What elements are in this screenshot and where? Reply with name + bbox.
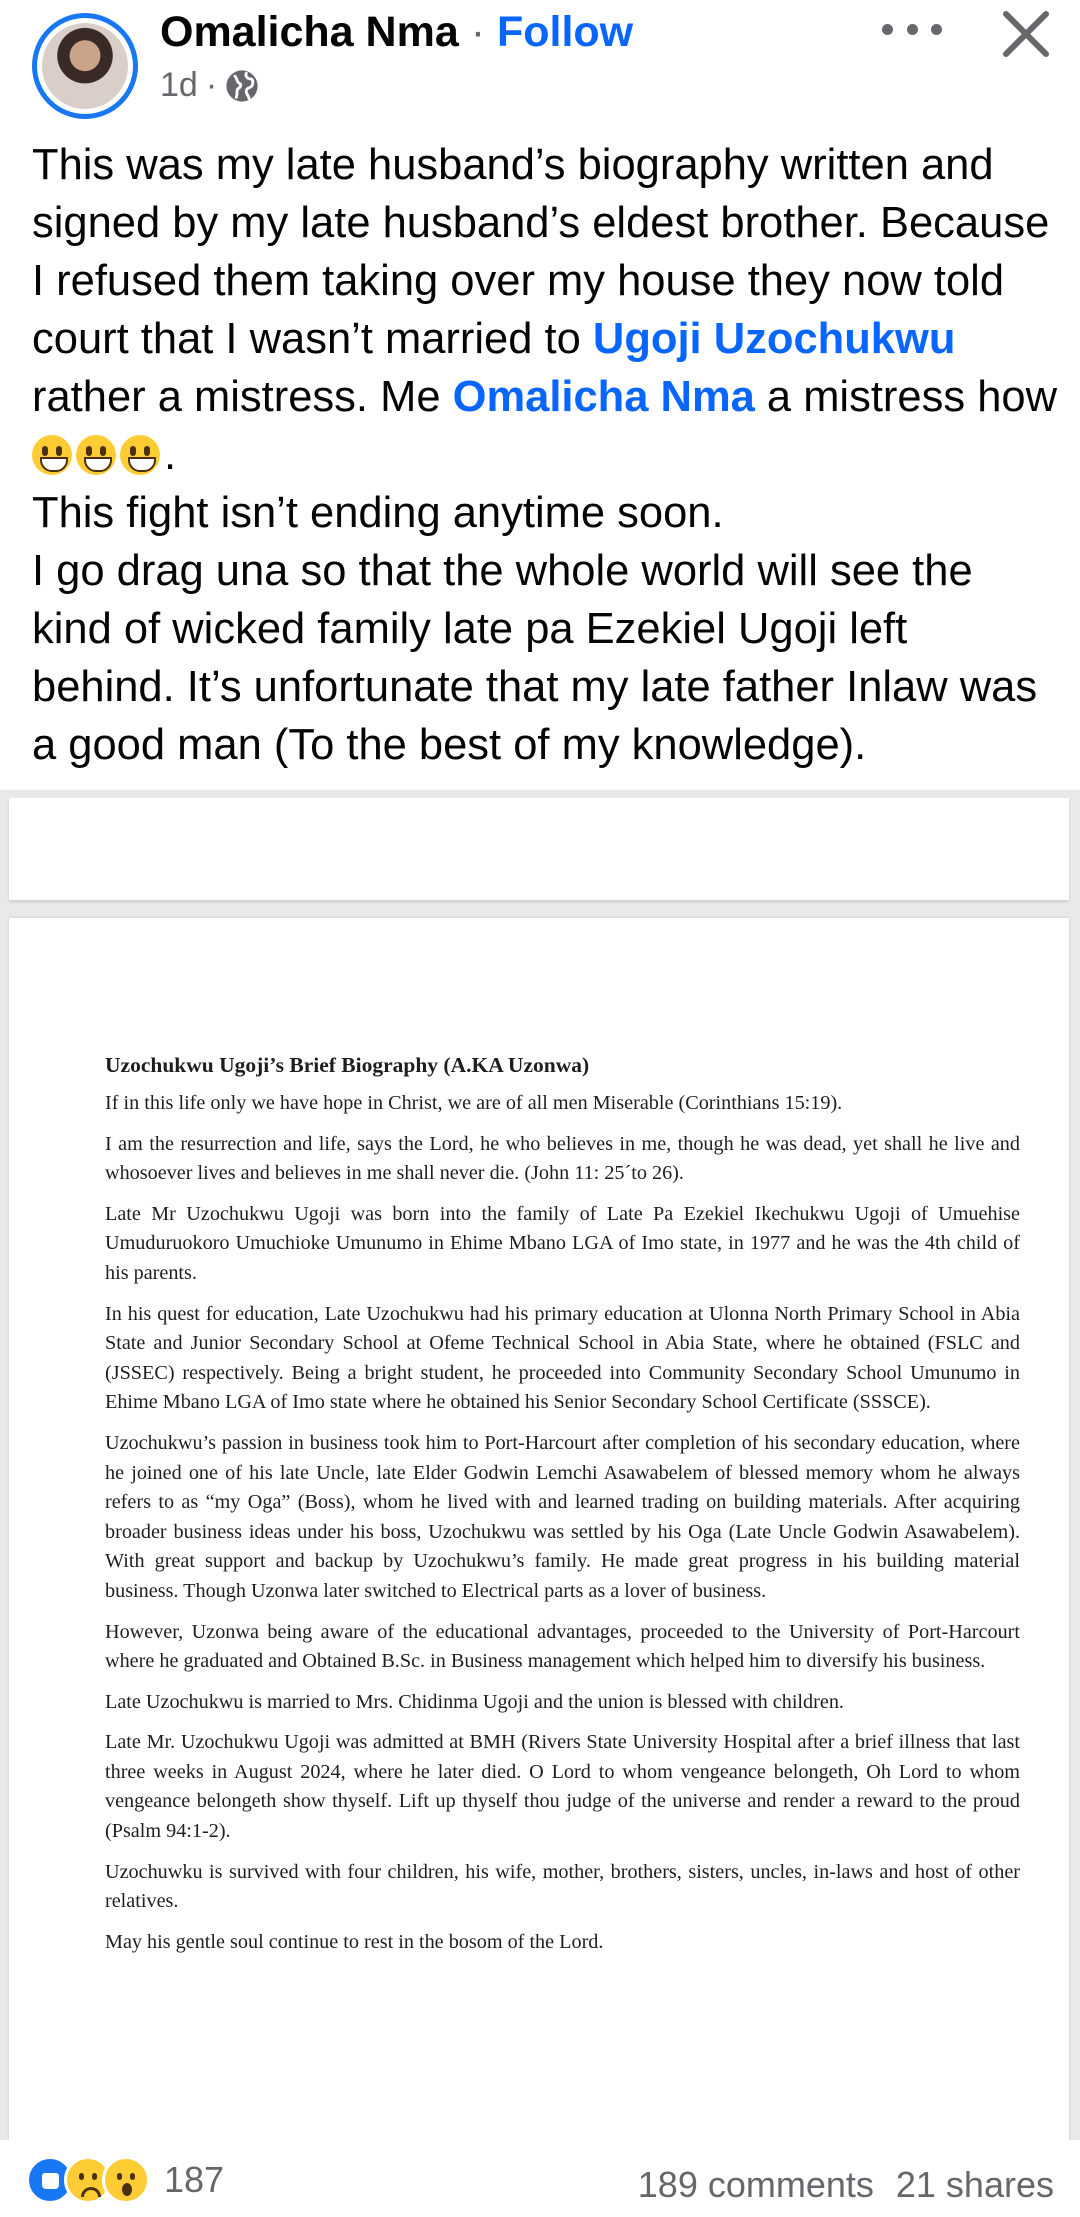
document-content [105,1050,1020,1968]
reactions-summary[interactable] [26,2156,224,2204]
post-text-part: rather a mistress. Me [32,373,453,421]
post-text-part: a mistress how [754,373,1057,421]
grinning-emoji-icon [76,435,116,475]
wow-icon [102,2156,150,2204]
author-row [160,6,633,58]
post-text-part: This was my late husband’s biography written and signed by my late husband’s eldest brother. Because I refused them taking over my house they now told court that I wasn’t married to [32,141,1050,363]
follow-button[interactable]: Follow [496,8,634,56]
reaction-count: 187 [164,2159,225,2200]
document-paragraph: May his gentle soul continue to rest in the bosom of the Lord. [105,1930,604,1953]
document-paragraph: Uzochukwu’s passion in business took him to Port-Harcourt after completion of his secondary education, where he joined one of his late Uncle, late Elder Godwin Lemchi Asawabelem of blessed memory whom he always refers to as “my Oga” (Boss), whom he lived with and learned trading on building materials. After acquiring broader business ideas under his boss, Uzochukwu was settled by his Oga (Late Uncle Godwin Asawabelem). With great support and backup by Uzochukwu’s family. He made great progress in his building material business. Though Uzonwa later switched to Electrical parts as a lover of business. [105,1431,1020,1602]
document-paragraph: Uzochuwku is survived with four children, his wife, mother, brothers, sisters, uncles, in-laws and host of other relatives. [105,1860,1020,1913]
document-paragraph: I am the resurrection and life, says the Lord, he who believes in me, though he was dead, yet shall he live and whosoever lives and believes in me shall never die. (John 11: 25´to 26). [105,1132,1020,1185]
document-paragraph: Late Mr. Uzochukwu Ugoji was admitted at BMH (Rivers State University Hospital after a brief illness that last three weeks in August 2024, where he later died. O Lord to whom vengeance belongeth, Oh Lord to whom vengeance belongeth show thyself. Lift up thyself thou judge of the universe and render a reward to the proud (Psalm 94:1-2). [105,1731,1020,1843]
author-name[interactable]: Omalicha Nma [160,8,459,56]
close-icon[interactable] [998,6,1054,62]
avatar[interactable] [32,13,138,119]
avatar-photo [42,23,128,109]
post-paragraph-1 [32,136,1062,484]
document-paragraph: However, Uzonwa being aware of the educational advantages, proceeded to the University of Port-Harcourt where he graduated and Obtained B.Sc. in Business management which helped him to diversify his business. [105,1620,1020,1673]
post-image[interactable] [0,790,1080,2140]
grinning-emoji-icon [120,435,160,475]
mention-omalicha-nma[interactable]: Omalicha Nma [452,373,755,421]
separator-dot: · [470,8,486,56]
more-options-icon[interactable] [882,14,942,44]
post-paragraph-2: This fight isn’t ending anytime soon. [32,489,724,537]
post-meta [160,66,259,105]
comments-link[interactable]: 189 comments [637,2164,874,2205]
post-paragraph-3: I go drag una so that the whole world will see the kind of wicked family late pa Ezekiel Ugoji left behind. It’s unfortunate that my late father Inlaw was a good man (To the best of my knowledge). [32,547,1038,769]
grinning-emoji-icon [32,435,72,475]
document-paragraph: If in this life only we have hope in Christ, we are of all men Miserable (Corinthians 15:19). [105,1092,843,1114]
document-paragraph: Late Uzochukwu is married to Mrs. Chidinma Ugoji and the union is blessed with children. [105,1690,844,1713]
engagement-stats [638,2164,1054,2206]
post-text-part: . [164,431,177,479]
globe-icon[interactable] [225,69,259,103]
document-page [9,918,1069,2140]
document-paragraph: In his quest for education, Late Uzochukwu had his primary education at Ulonna North Primary School in Abia State and Junior Secondary School at Ofeme Technical School in Abia State, where he obtained (FSLC and (JSSEC) respectively. Being a bright student, he proceeded into Community Secondary School Umunumo in Ehime Mbano LGA of Imo state where he obtained his Senior Secondary School Certificate (SSSCE). [105,1302,1020,1414]
post-header [0,0,1080,130]
post-footer [0,2140,1080,2217]
document-paragraph: Late Mr Uzochukwu Ugoji was born into the family of Late Pa Ezekiel Ikechukwu Ugoji of Umuehise Umuduruokoro Umuchioke Umunumo in Ehime Mbano LGA of Imo state, in 1977 and he was the 4th child of his parents. [105,1202,1020,1284]
meta-dot: · [205,66,218,104]
post-time[interactable]: 1d [160,66,198,104]
post-text [32,136,1062,774]
document-page-top [9,798,1069,900]
mention-ugoji-uzochukwu[interactable]: Ugoji Uzochukwu [592,315,956,363]
shares-link[interactable]: 21 shares [895,2164,1054,2205]
document-title: Uzochukwu Ugoji’s Brief Biography (A.KA Uzonwa) [105,1053,590,1077]
